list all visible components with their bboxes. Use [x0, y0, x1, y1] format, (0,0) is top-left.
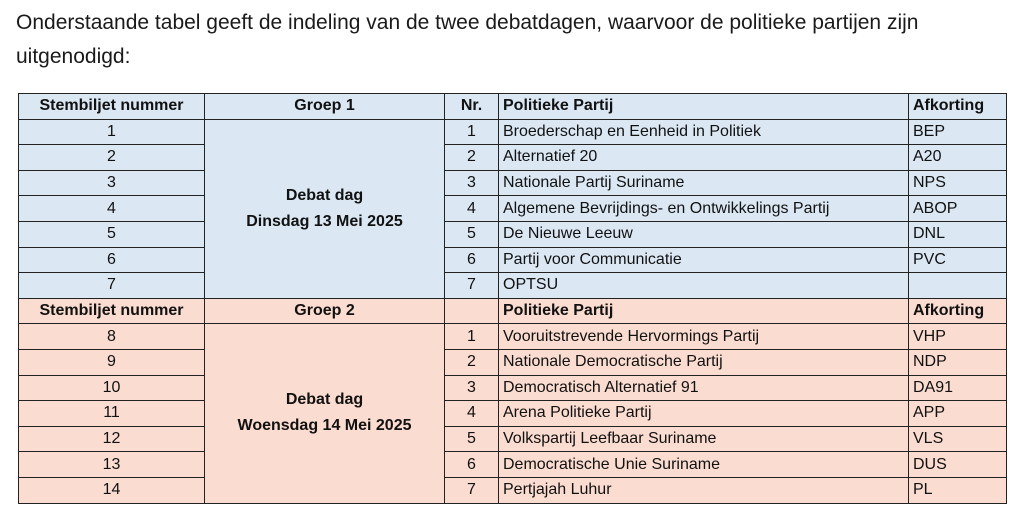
table-row	[19, 247, 1007, 273]
afkorting-cell: APP	[909, 401, 1007, 427]
partij-cell: Nationale Partij Suriname	[499, 170, 909, 196]
stembiljet-cell: 7	[19, 273, 205, 299]
partij-cell: Partij voor Communicatie	[499, 247, 909, 273]
nr-cell: 6	[445, 247, 499, 273]
header-groep: Groep 1	[205, 94, 445, 120]
stembiljet-cell: 14	[19, 477, 205, 503]
afkorting-cell: NPS	[909, 170, 1007, 196]
partij-cell: Alternatief 20	[499, 145, 909, 171]
table-row	[19, 349, 1007, 375]
afkorting-cell: VLS	[909, 426, 1007, 452]
group1-debat-day-cell	[205, 119, 445, 298]
stembiljet-cell: 10	[19, 375, 205, 401]
nr-cell: 2	[445, 145, 499, 171]
stembiljet-cell: 3	[19, 170, 205, 196]
afkorting-cell	[909, 273, 1007, 299]
nr-cell: 7	[445, 477, 499, 503]
table-row	[19, 426, 1007, 452]
table-body	[19, 94, 1007, 504]
table-row	[19, 119, 1007, 145]
partij-cell: Vooruitstrevende Hervormings Partij	[499, 324, 909, 350]
stembiljet-cell: 1	[19, 119, 205, 145]
stembiljet-cell: 4	[19, 196, 205, 222]
intro-paragraph: Onderstaande tabel geeft de indeling van de twee debatdagen, waarvoor de politieke partijen zijn uitgenodigd:	[16, 11, 919, 68]
group1-header-row	[19, 94, 1007, 120]
partij-cell: OPTSU	[499, 273, 909, 299]
stembiljet-cell: 6	[19, 247, 205, 273]
nr-cell: 1	[445, 324, 499, 350]
table-row	[19, 196, 1007, 222]
partij-cell: Volkspartij Leefbaar Suriname	[499, 426, 909, 452]
group2-debat-day-cell	[205, 324, 445, 503]
group2-header-row	[19, 298, 1007, 324]
debat-label: Debat dag	[285, 186, 364, 204]
nr-cell: 7	[445, 273, 499, 299]
stembiljet-cell: 12	[19, 426, 205, 452]
debate-schedule-table	[18, 93, 1007, 504]
debat-label: Debat dag	[285, 391, 364, 409]
partij-cell: De Nieuwe Leeuw	[499, 221, 909, 247]
partij-cell: Broederschap en Eenheid in Politiek	[499, 119, 909, 145]
afkorting-cell: DNL	[909, 221, 1007, 247]
header-nr: Nr.	[445, 94, 499, 120]
nr-cell: 5	[445, 221, 499, 247]
header-stembiljet: Stembiljet nummer	[19, 94, 205, 120]
nr-cell: 3	[445, 170, 499, 196]
afkorting-cell: VHP	[909, 324, 1007, 350]
header-groep: Groep 2	[205, 298, 445, 324]
stembiljet-cell: 9	[19, 349, 205, 375]
nr-cell: 5	[445, 426, 499, 452]
partij-cell: Democratische Unie Suriname	[499, 452, 909, 478]
table-row	[19, 273, 1007, 299]
stembiljet-cell: 13	[19, 452, 205, 478]
stembiljet-cell: 2	[19, 145, 205, 171]
partij-cell: Algemene Bevrijdings- en Ontwikkelings Partij	[499, 196, 909, 222]
partij-cell: Democratisch Alternatief 91	[499, 375, 909, 401]
partij-cell: Nationale Democratische Partij	[499, 349, 909, 375]
table-row	[19, 401, 1007, 427]
nr-cell: 3	[445, 375, 499, 401]
table-row	[19, 145, 1007, 171]
stembiljet-cell: 5	[19, 221, 205, 247]
table-row	[19, 375, 1007, 401]
header-afkorting: Afkorting	[909, 298, 1007, 324]
table-row	[19, 324, 1007, 350]
table-row	[19, 170, 1007, 196]
stembiljet-cell: 11	[19, 401, 205, 427]
afkorting-cell: DA91	[909, 375, 1007, 401]
nr-cell: 2	[445, 349, 499, 375]
afkorting-cell: A20	[909, 145, 1007, 171]
header-partij: Politieke Partij	[499, 298, 909, 324]
partij-cell: Arena Politieke Partij	[499, 401, 909, 427]
partij-cell: Pertjajah Luhur	[499, 477, 909, 503]
nr-cell: 6	[445, 452, 499, 478]
header-partij: Politieke Partij	[499, 94, 909, 120]
table-row	[19, 477, 1007, 503]
afkorting-cell: ABOP	[909, 196, 1007, 222]
nr-cell: 4	[445, 196, 499, 222]
header-afkorting: Afkorting	[909, 94, 1007, 120]
debat-date: Dinsdag 13 Mei 2025	[246, 212, 403, 230]
nr-cell: 4	[445, 401, 499, 427]
header-stembiljet: Stembiljet nummer	[19, 298, 205, 324]
afkorting-cell: NDP	[909, 349, 1007, 375]
table-row	[19, 221, 1007, 247]
debat-date: Woensdag 14 Mei 2025	[237, 417, 412, 435]
nr-cell: 1	[445, 119, 499, 145]
header-nr	[445, 298, 499, 324]
afkorting-cell: PVC	[909, 247, 1007, 273]
afkorting-cell: DUS	[909, 452, 1007, 478]
stembiljet-cell: 8	[19, 324, 205, 350]
afkorting-cell: BEP	[909, 119, 1007, 145]
table-row	[19, 452, 1007, 478]
afkorting-cell: PL	[909, 477, 1007, 503]
